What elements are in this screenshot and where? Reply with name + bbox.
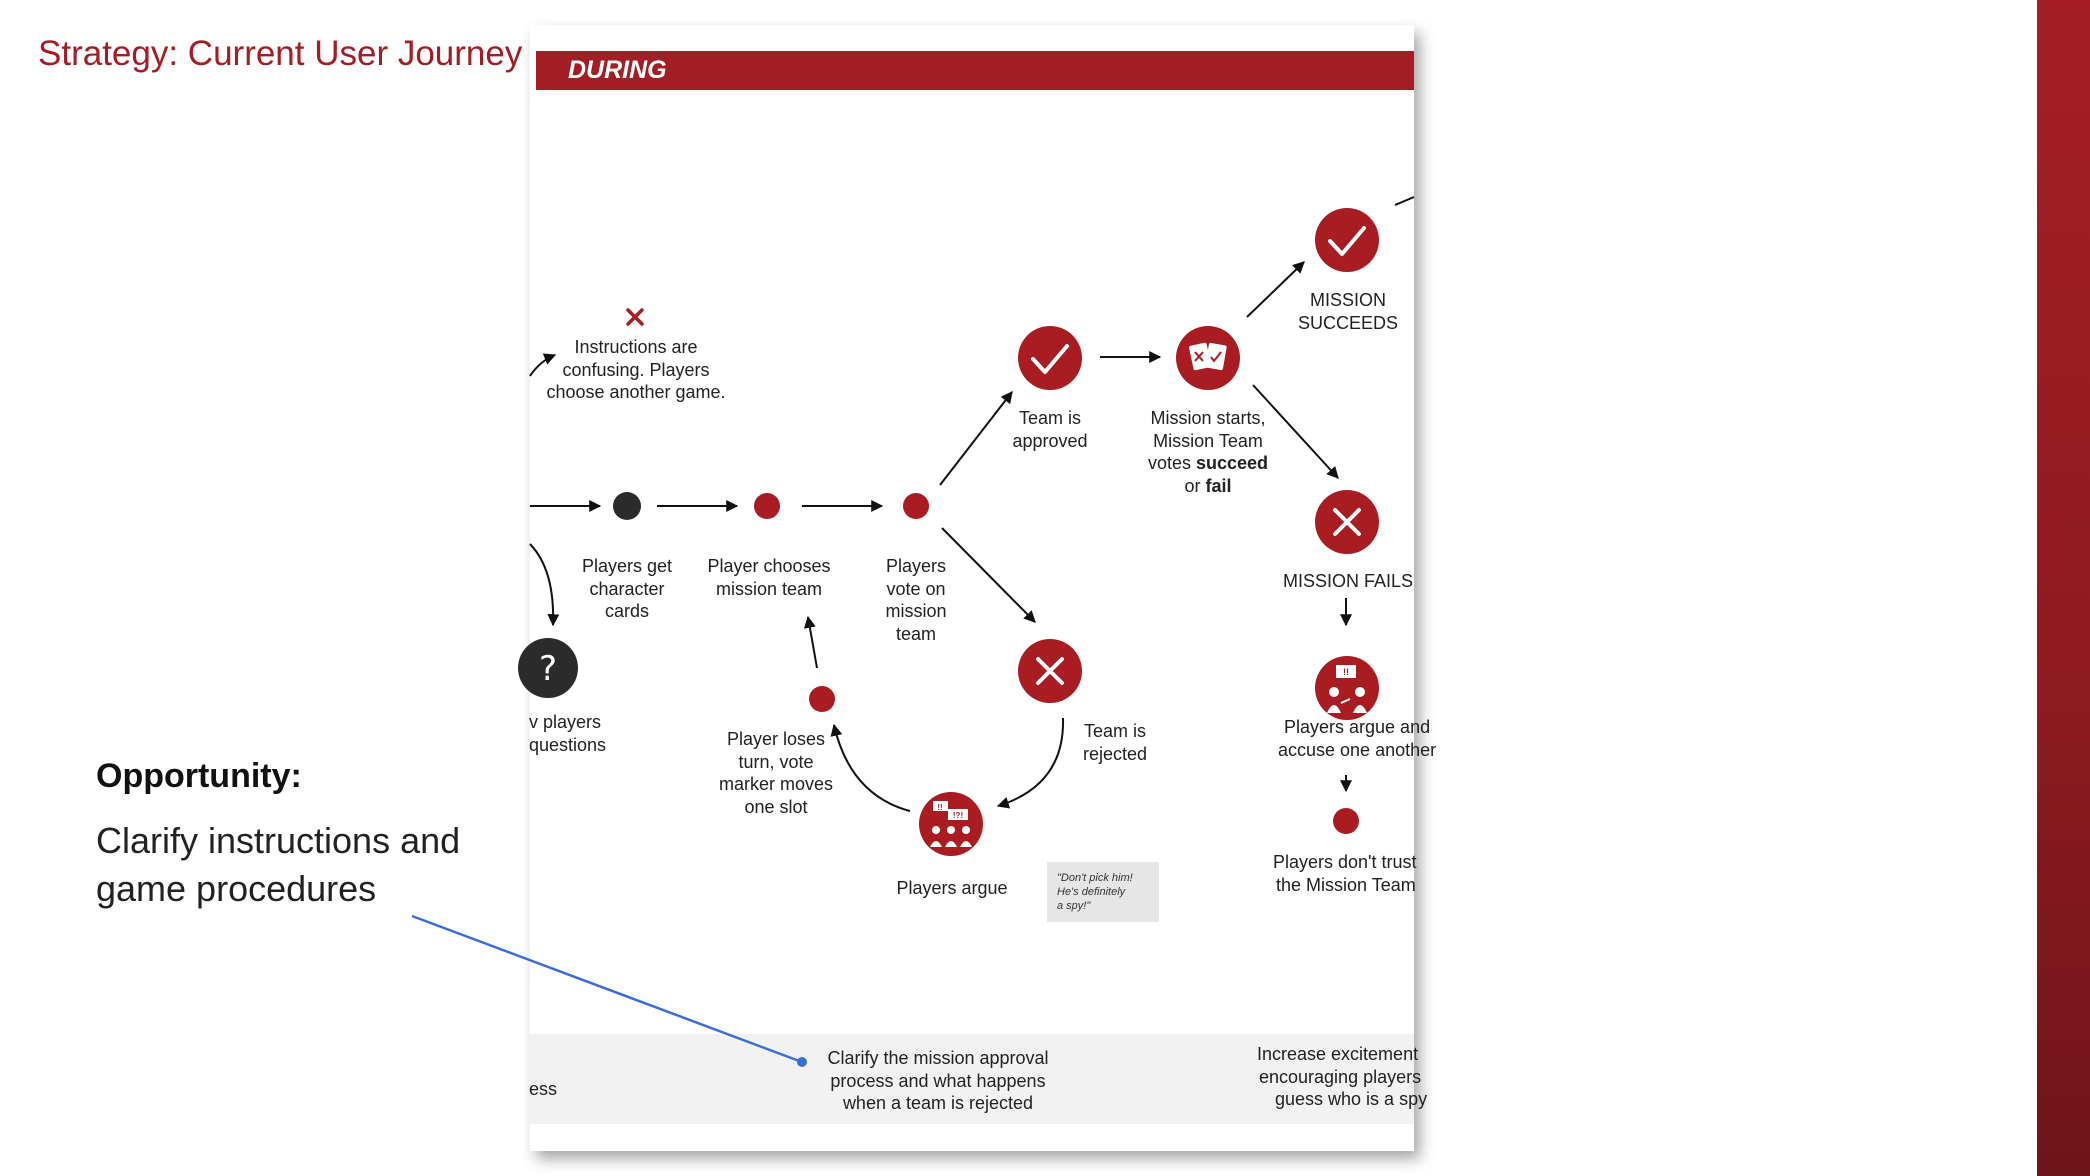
- phase-label: DURING: [568, 56, 667, 84]
- arguing-people-icon: [1315, 656, 1379, 720]
- bottom-partial-text: ess: [529, 1079, 558, 1099]
- players-questions-label: v players questions: [529, 712, 607, 755]
- arguing-people-icon: [919, 792, 983, 856]
- node-dont-trust: [1333, 808, 1359, 834]
- team-rejected-label: Team is rejected: [1082, 721, 1148, 764]
- cross-icon: [628, 310, 642, 324]
- connector-end-dot: [797, 1057, 807, 1067]
- question-icon: [518, 638, 578, 698]
- players-vote-label: Players vote on mission team: [885, 556, 947, 644]
- player-chooses-label: Player chooses mission team: [707, 556, 831, 599]
- opportunity-excitement-text: Increase excitement encouraging players guess who is a spy: [1257, 1044, 1428, 1109]
- instructions-confusing-label: Instructions are confusing. Players choose another game.: [546, 337, 726, 402]
- svg-text:!?!: !?!: [952, 811, 964, 820]
- mission-starts-label: Mission starts, Mission Team votes succeed or fail: [1147, 408, 1269, 496]
- character-cards-label: Players get character cards: [581, 556, 673, 621]
- check-icon: [1315, 208, 1379, 272]
- svg-text:!!: !!: [1343, 667, 1349, 677]
- players-argue-label: Players argue: [896, 878, 1008, 898]
- svg-text:?: ?: [538, 649, 558, 689]
- team-approved-label: Team is approved: [1012, 408, 1088, 451]
- check-icon: [1018, 326, 1082, 390]
- opportunity-heading: Opportunity:: [96, 757, 302, 795]
- opportunity-body: Clarify instructions and game procedures: [96, 820, 461, 909]
- svg-text:!!: !!: [937, 803, 943, 812]
- cross-icon: [1315, 490, 1379, 554]
- node-players-vote: [903, 493, 929, 519]
- argue-accuse-label: Players argue and accuse one another: [1278, 717, 1437, 760]
- node-player-loses: [809, 686, 835, 712]
- node-character-cards: [613, 492, 641, 520]
- mission-fails-label: MISSION FAILS: [1282, 571, 1414, 591]
- user-journey-map: [529, 25, 1437, 1151]
- quote-bubble: "Don't pick him! He's definitely a spy!": [1047, 862, 1159, 922]
- cross-icon: [1018, 639, 1082, 703]
- right-accent-band: [2037, 0, 2090, 1176]
- dont-trust-label: Players don't trust the Mission Team: [1273, 852, 1417, 895]
- opportunity-clarify-text: Clarify the mission approval process and what happens when a team is rejected: [827, 1048, 1049, 1113]
- cards-icon: [1176, 326, 1240, 390]
- mission-succeeds-label: MISSION SUCCEEDS: [1297, 290, 1399, 333]
- node-player-chooses: [754, 493, 780, 519]
- slide-title: Strategy: Current User Journey: [38, 34, 523, 73]
- player-loses-label: Player loses turn, vote marker moves one slot: [718, 729, 834, 817]
